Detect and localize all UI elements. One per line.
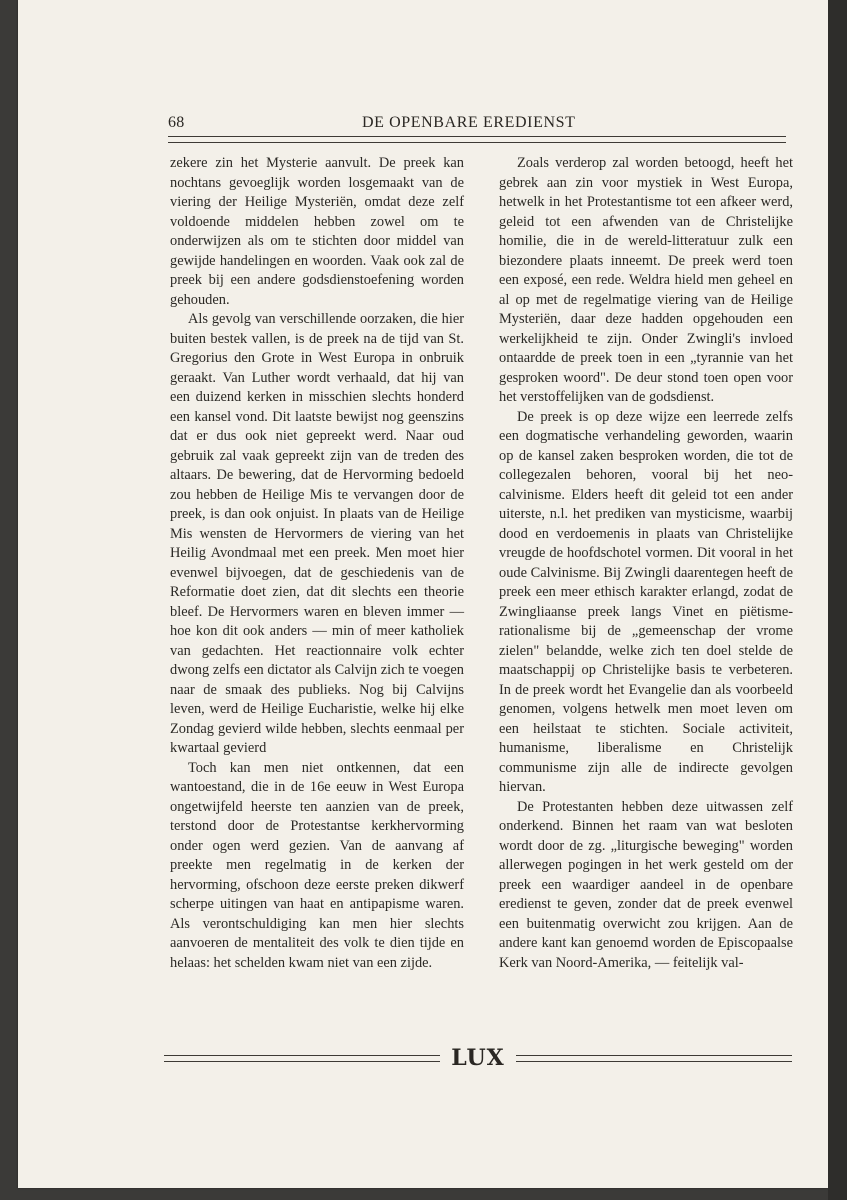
lux-logo: LUX — [451, 1045, 505, 1071]
right-column — [499, 154, 793, 973]
page-number: 68 — [168, 114, 185, 131]
paragraph: Zoals verderop zal worden betoogd, heeft het gebrek aan zin voor mystiek in West Europa, hetwelk in het Protestantisme tot een afkeer werd, geleid tot een afwenden van de Christelijke homilie, die in de wereld-litteratuur zulk een biezondere plaats inneemt. De preek werd toen een exposé, een rede. Weldra hield men geheel en al op met de regelmatige viering van de Heilige Mysteriën, daar deze hadden opgehouden een werkelijkheid te zijn. Onder Zwingli's invloed ontaardde de preek toen in een „tyrannie van het gesproken woord". De deur stond toen open voor het verstoffelijken van de godsdienst. — [499, 155, 793, 405]
footer-rule-left — [164, 1055, 440, 1062]
left-column — [170, 154, 464, 973]
footer-rule-right — [516, 1055, 792, 1062]
header-rule — [168, 136, 786, 143]
scan-edge — [828, 0, 847, 1200]
paragraph: De Protestanten hebben deze uitwassen zelf onderkend. Binnen het raam van wat besloten wordt door de zg. „liturgische beweging" worden allerwegen pogingen in het werk gesteld om der preek een waardiger aandeel in de openbare eredienst te geven, zonder dat de preek evenwel een buitenmatig overwicht zou krijgen. Aan de andere kant kan genoemd worden de Episcopaalse Kerk van Noord-Amerika, — feitelijk val- — [499, 798, 793, 971]
document-page — [18, 0, 828, 1188]
paragraph: zekere zin het Mysterie aanvult. De preek kan nochtans gevoeglijk worden losgemaakt van de viering der Heilige Mysteriën, omdat deze zelf voldoende middelen hebben zowel om te onderwijzen als om te stichten door middel van gewijde handelingen en woorden. Vaak ook zal de preek bij een andere godsdienstoefening worden gehouden. — [170, 155, 464, 308]
paragraph: De preek is op deze wijze een leerrede zelfs een dogmatische verhandeling geworden, waarin op de kansel zaken besproken worden, die tot de collegezalen behoren, vooral bij het neo-calvinisme. Elders heeft dit geleid tot een ander uiterste, n.l. het prediken van mysticisme, waarbij dood en verdoemenis in plaats van Christelijke vreugde de hoofdschotel vormen. Dit vooral in het oude Calvinisme. Bij Zwingli daarentegen heeft de preek een meer ethisch karakter erlangd, zodat de Zwingliaanse preek langs Vinet en piëtisme-rationalisme bij de „gemeenschap der vrome zielen" belandde, welke zich ten doel stelde de maatschappij op Christelijke basis te verbeteren. In de preek wordt het Evangelie dan als voorbeeld genomen, volgens hetwelk men moet leven om een heilstaat te stichten. Sociale activiteit, humanisme, liberalisme en Christelijk communisme zijn alle de indirecte gevolgen hiervan. — [499, 408, 793, 795]
page-footer — [164, 1047, 792, 1071]
paragraph: Toch kan men niet ontkennen, dat een wantoestand, die in de 16e eeuw in West Europa ongetwijfeld heerste ten aanzien van de preek, terstond door de Protestantse kerkhervorming onder ogen werd gezien. Van de aanvang af preekte men regelmatig in de kerken der hervorming, ofschoon deze eerste preken dikwerf scherpe uitingen van haat en antipapisme waren. Als verontschuldiging kan men hier slechts aanvoeren de mentaliteit des volk te dien tijde en helaas: het schelden kwam niet van een zijde. — [170, 759, 464, 971]
running-title: DE OPENBARE EREDIENST — [362, 114, 576, 131]
paragraph: Als gevolg van verschillende oorzaken, die hier buiten bestek vallen, is de preek na de tijd van St. Gregorius den Grote in West Europa in onbruik geraakt. Van Luther wordt verhaald, dat hij van een duizend kerken in misschien slechts honderd een kansel vond. Dit laatste bewijst nog geenszins dat er dus ook niet gepreekt werd. Naar oud gebruik zal vaak gepreekt zijn van de treden des altaars. De bewering, dat de Hervorming bedoeld zou hebben de Heilige Mis te vervangen door de preek, is dan ook onjuist. In plaats van de Heilige Mis wensten de Hervormers de viering van het Heilig Avondmaal met een preek. Men moet hier evenwel bijvoegen, dat de geschiedenis van de Reformatie doet zien, dat dit slechts een theorie bleef. De Hervormers waren en bleven immer — hoe kon dit ook anders — min of meer katholiek van gedachten. Het reactionnaire volk echter dwong zelfs een dictator als Calvijn zich te voegen naar de smaak des publieks. Nog bij Calvijns leven, werd de Heilige Eucharistie, welke hij elke Zondag gevierd wilde hebben, slechts eenmaal per kwartaal gevierd — [170, 311, 464, 756]
